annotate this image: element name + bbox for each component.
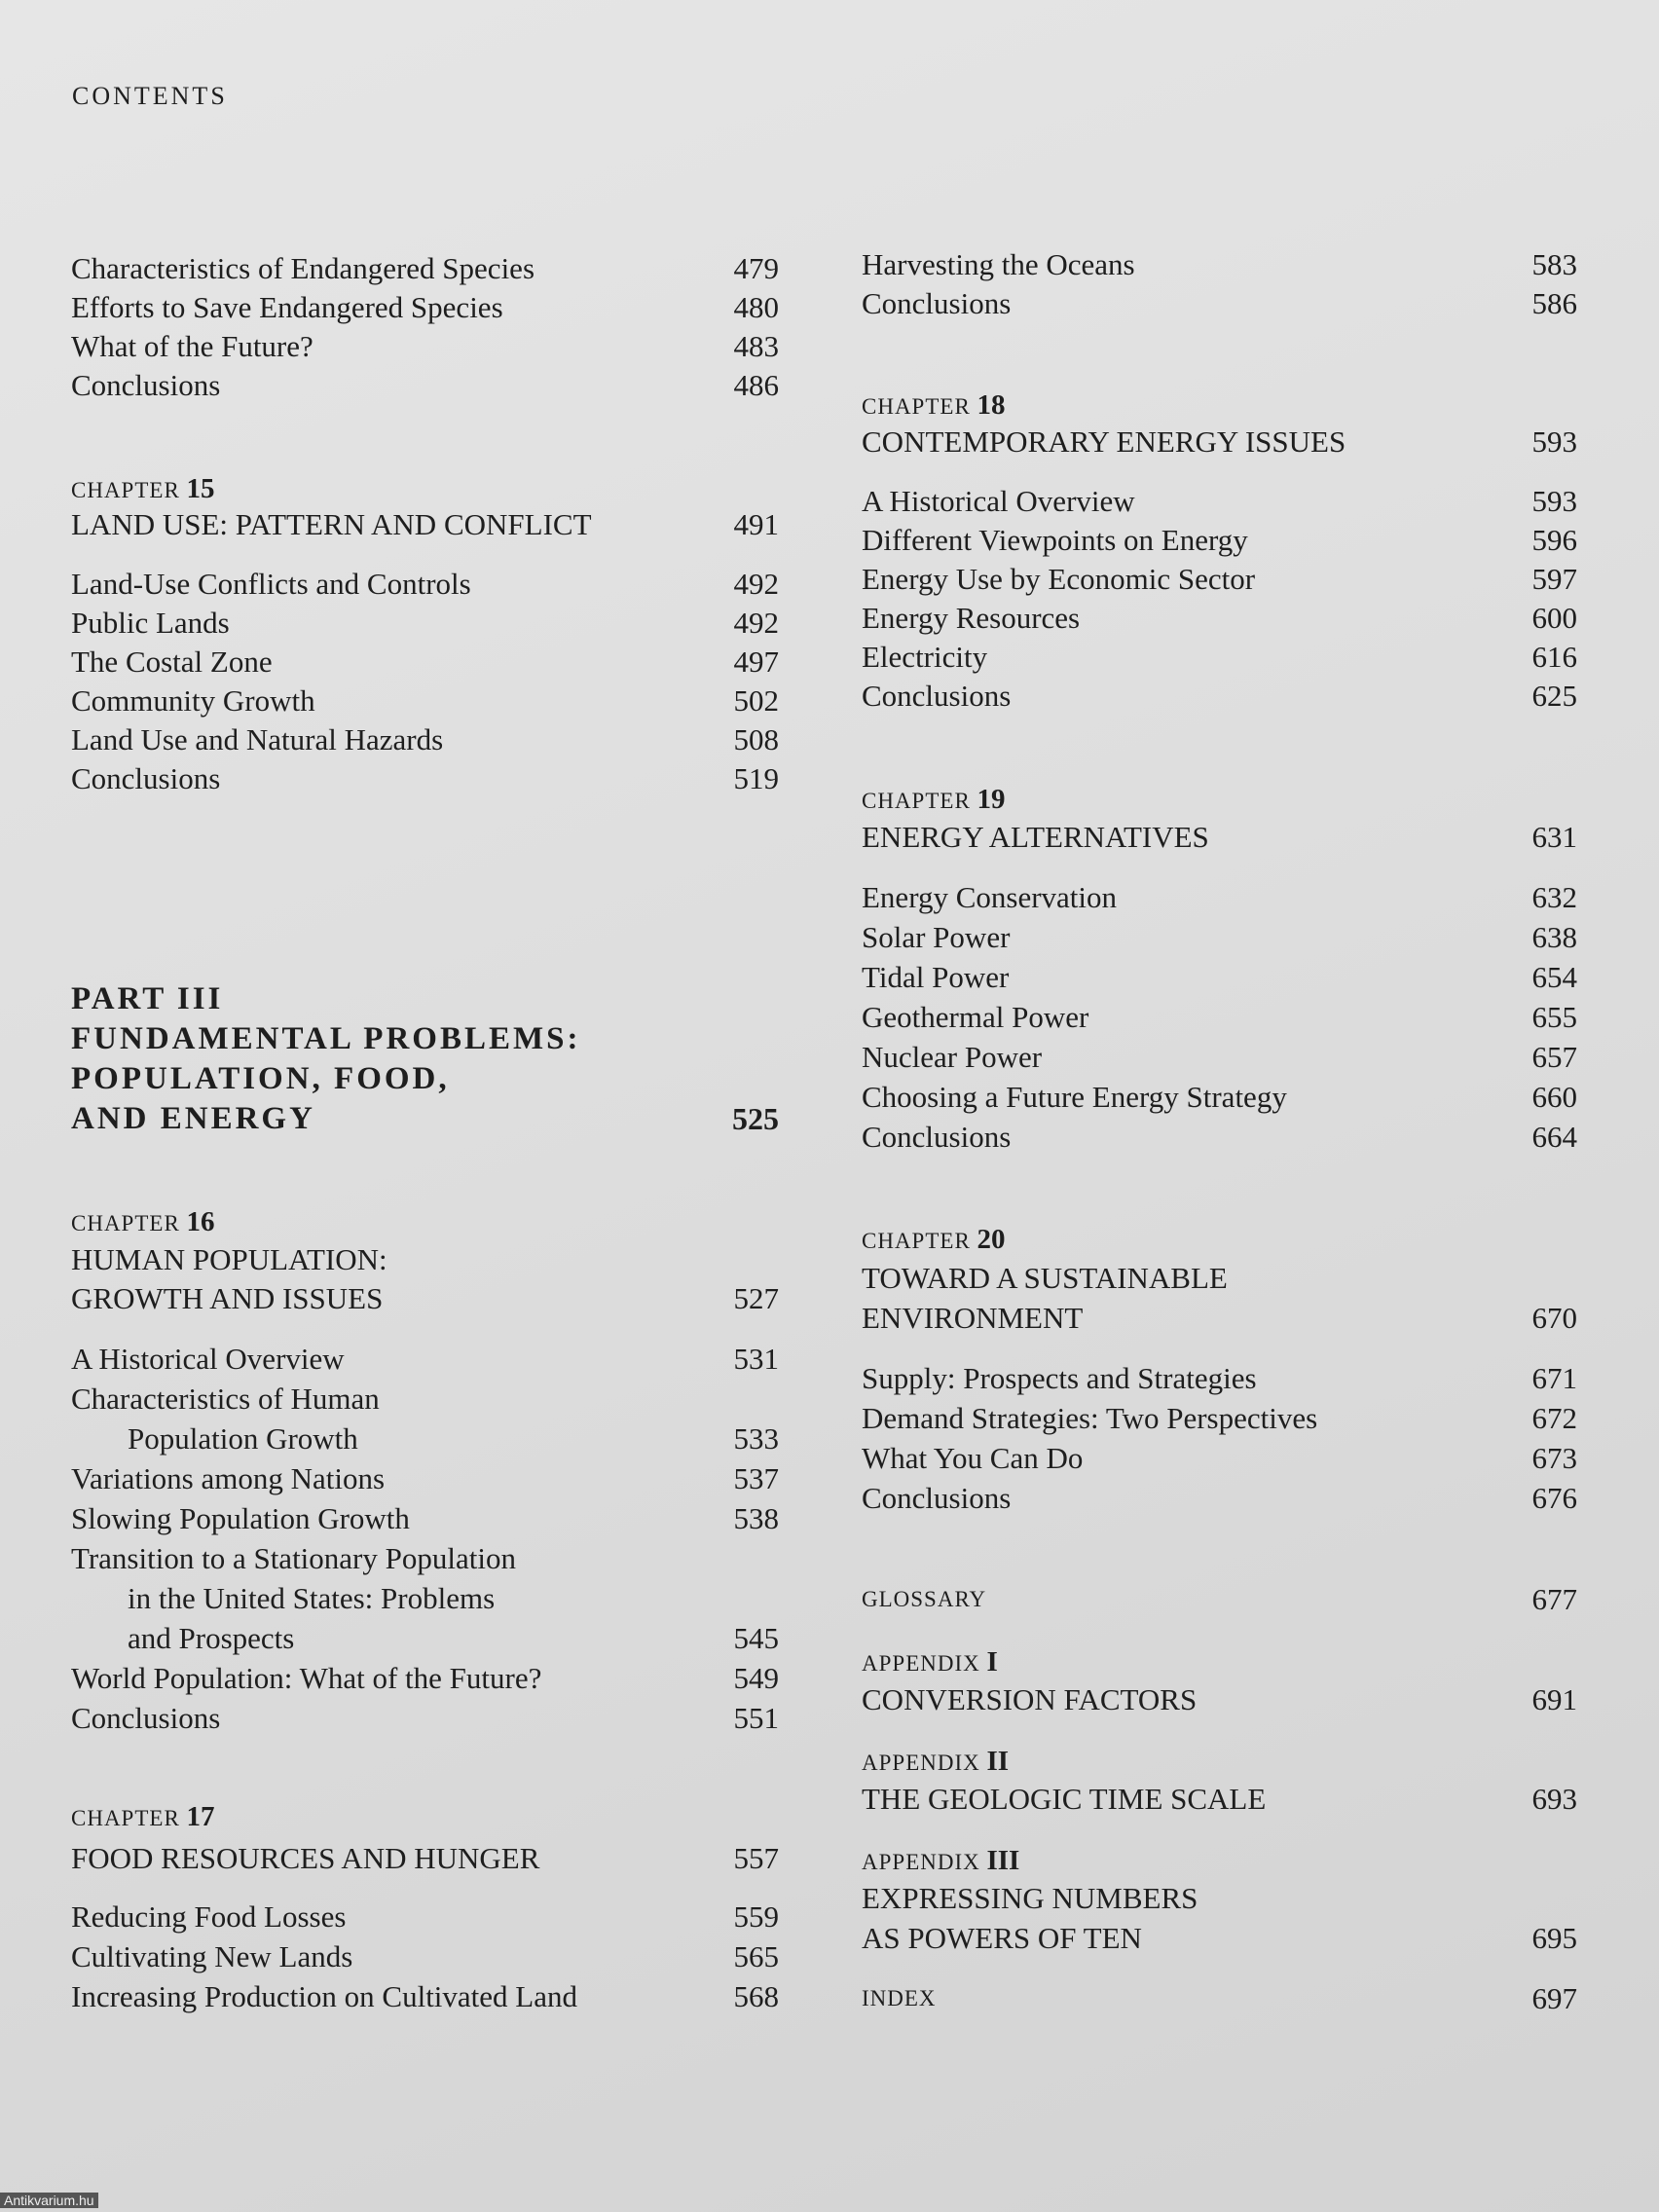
toc-entry[interactable]: Geothermal Power 655 xyxy=(862,1000,1577,1034)
toc-entry[interactable]: Choosing a Future Energy Strategy 660 xyxy=(862,1080,1577,1114)
toc-entry[interactable]: Community Growth 502 xyxy=(71,683,779,718)
toc-entry[interactable]: Conclusions 625 xyxy=(862,679,1577,713)
toc-entry[interactable]: Solar Power 638 xyxy=(862,920,1577,954)
toc-entry[interactable]: Characteristics of Endangered Species 479 xyxy=(71,251,779,285)
chapter-title[interactable]: HUMAN POPULATION: xyxy=(71,1242,387,1276)
chapter-title[interactable]: TOWARD A SUSTAINABLE xyxy=(862,1261,1228,1295)
index-entry[interactable]: INDEX 697 xyxy=(862,1981,1577,2015)
toc-entry[interactable]: Conclusions 676 xyxy=(862,1481,1577,1515)
chapter-title[interactable]: LAND USE: PATTERN AND CONFLICT 491 xyxy=(71,507,779,541)
toc-entry[interactable]: Conclusions 519 xyxy=(71,761,779,795)
appendix-title[interactable]: THE GEOLOGIC TIME SCALE 693 xyxy=(862,1782,1577,1816)
toc-entry[interactable]: Transition to a Stationary Population xyxy=(71,1541,516,1575)
toc-entry[interactable]: World Population: What of the Future? 549 xyxy=(71,1661,779,1695)
watermark: Antikvarium.hu xyxy=(0,2193,98,2208)
toc-entry[interactable]: Land Use and Natural Hazards 508 xyxy=(71,722,779,756)
toc-entry[interactable]: in the United States: Problems xyxy=(128,1581,496,1615)
toc-entry[interactable]: Conclusions 664 xyxy=(862,1120,1577,1154)
toc-entry[interactable]: Demand Strategies: Two Perspectives 672 xyxy=(862,1401,1577,1435)
part-page: 525 xyxy=(732,1101,779,1136)
part-title-line[interactable]: FUNDAMENTAL PROBLEMS: xyxy=(71,1021,581,1056)
toc-entry[interactable]: Conclusions 486 xyxy=(71,368,779,402)
page-header: CONTENTS xyxy=(72,82,228,110)
left-column xyxy=(71,0,779,2212)
appendix-title[interactable]: CONVERSION FACTORS 691 xyxy=(862,1682,1577,1716)
toc-entry[interactable]: Slowing Population Growth 538 xyxy=(71,1501,779,1535)
part-title-line[interactable]: AND ENERGY xyxy=(71,1101,315,1136)
appendix-title[interactable]: AS POWERS OF TEN 695 xyxy=(862,1921,1577,1955)
toc-entry[interactable]: What You Can Do 673 xyxy=(862,1441,1577,1475)
toc-entry[interactable]: Public Lands 492 xyxy=(71,606,779,640)
toc-entry[interactable]: Land-Use Conflicts and Controls 492 xyxy=(71,567,779,601)
toc-entry[interactable]: What of the Future? 483 xyxy=(71,329,779,363)
toc-entry[interactable]: Cultivating New Lands 565 xyxy=(71,1939,779,1973)
toc-entry[interactable]: Variations among Nations 537 xyxy=(71,1461,779,1495)
chapter-label: CHAPTER 16 xyxy=(71,1206,215,1237)
toc-entry[interactable]: Conclusions 551 xyxy=(71,1701,779,1735)
toc-entry[interactable]: Energy Resources 600 xyxy=(862,601,1577,635)
toc-entry[interactable]: and Prospects 545 xyxy=(128,1621,779,1655)
chapter-label: CHAPTER 19 xyxy=(862,784,1006,815)
toc-entry[interactable]: Reducing Food Losses 559 xyxy=(71,1899,779,1934)
toc-entry[interactable]: Characteristics of Human xyxy=(71,1382,380,1416)
chapter-label: CHAPTER 17 xyxy=(71,1801,215,1832)
right-column xyxy=(862,0,1577,2212)
toc-entry[interactable]: Supply: Prospects and Strategies 671 xyxy=(862,1361,1577,1395)
toc-entry[interactable]: Nuclear Power 657 xyxy=(862,1040,1577,1074)
appendix-title[interactable]: EXPRESSING NUMBERS xyxy=(862,1881,1198,1915)
appendix-label: APPENDIX III xyxy=(862,1845,1020,1876)
toc-entry[interactable]: Conclusions 586 xyxy=(862,286,1577,320)
part-title-line[interactable]: POPULATION, FOOD, xyxy=(71,1061,450,1096)
toc-entry[interactable]: Efforts to Save Endangered Species 480 xyxy=(71,290,779,324)
chapter-title[interactable]: ENERGY ALTERNATIVES 631 xyxy=(862,820,1577,854)
toc-entry[interactable]: Energy Conservation 632 xyxy=(862,880,1577,914)
chapter-title[interactable]: ENVIRONMENT 670 xyxy=(862,1301,1577,1335)
toc-entry[interactable]: Electricity 616 xyxy=(862,640,1577,674)
chapter-label: CHAPTER 18 xyxy=(862,389,1006,421)
toc-entry[interactable]: Increasing Production on Cultivated Land 568 xyxy=(71,1979,779,2013)
toc-entry[interactable]: Harvesting the Oceans 583 xyxy=(862,247,1577,281)
chapter-label: CHAPTER 20 xyxy=(862,1224,1006,1255)
chapter-label: CHAPTER 15 xyxy=(71,473,215,504)
glossary-entry[interactable]: GLOSSARY 677 xyxy=(862,1582,1577,1616)
toc-entry[interactable]: The Costal Zone 497 xyxy=(71,645,779,679)
toc-entry[interactable]: Different Viewpoints on Energy 596 xyxy=(862,523,1577,557)
toc-entry[interactable]: A Historical Overview 531 xyxy=(71,1342,779,1376)
chapter-title[interactable]: CONTEMPORARY ENERGY ISSUES 593 xyxy=(862,424,1577,459)
toc-entry[interactable]: Population Growth 533 xyxy=(128,1421,779,1456)
part-label: PART III xyxy=(71,981,224,1016)
appendix-label: APPENDIX II xyxy=(862,1746,1010,1777)
toc-entry[interactable]: Energy Use by Economic Sector 597 xyxy=(862,562,1577,596)
toc-entry[interactable]: A Historical Overview 593 xyxy=(862,484,1577,518)
chapter-title[interactable]: GROWTH AND ISSUES 527 xyxy=(71,1281,779,1315)
toc-entry[interactable]: Tidal Power 654 xyxy=(862,960,1577,994)
chapter-title[interactable]: FOOD RESOURCES AND HUNGER 557 xyxy=(71,1841,779,1875)
appendix-label: APPENDIX I xyxy=(862,1646,998,1677)
